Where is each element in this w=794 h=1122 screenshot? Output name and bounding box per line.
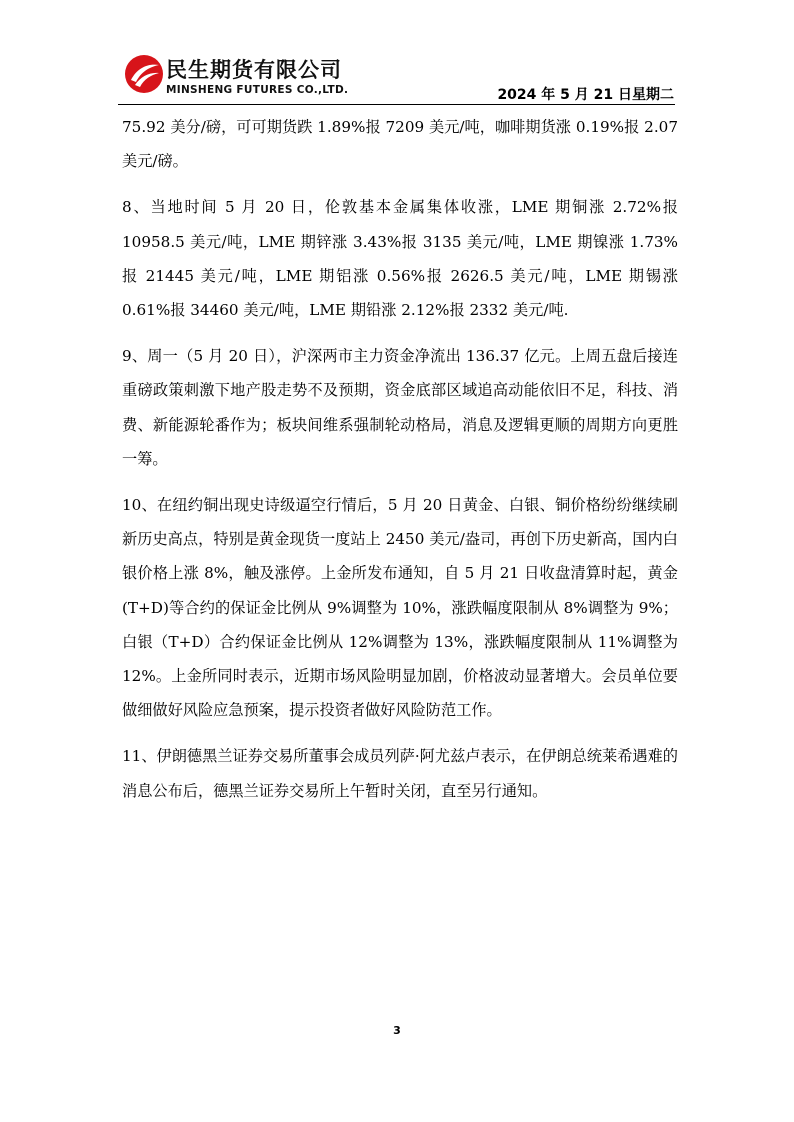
news-item-9: 9、周一（5 月 20 日），沪深两市主力资金净流出 136.37 亿元。上周五盘后接连重磅政策刺激下地产股走势不及预期，资金底部区域追高动能依旧不足，科技、消费、新能源轮番作为；板块间维系强制轮动格局，消息及逻辑更顺的周期方向更胜一筹。 [122,347,678,468]
news-content [122,110,678,820]
news-item-8: 8、当地时间 5 月 20 日，伦敦基本金属集体收涨，LME 期铜涨 2.72%报 10958.5 美元/吨，LME 期锌涨 3.43%报 3135 美元/吨，LME 期镍涨 1.73%报 21445 美元/吨，LME 期铝涨 0.56%报 2626.5 美元/吨，LME 期锡涨 0.61%报 34460 美元/吨，LME 期铅涨 2.12%报 2332 美元/吨. [122,198,678,320]
logo-english-name: MINSHENG FUTURES CO.,LTD. [166,84,349,96]
logo-chinese-name: 民生期货有限公司 [166,58,342,82]
page-header [0,0,794,110]
header-divider [118,104,675,105]
page-number: 3 [393,1024,401,1037]
report-date: 2024 年 5 月 21 日星期二 [497,87,674,103]
news-paragraph-continued: 75.92 美分/磅，可可期货跌 1.89%报 7209 美元/吨，咖啡期货涨 0.19%报 2.07 美元/磅。 [122,118,678,171]
news-item-11: 11、伊朗德黑兰证券交易所董事会成员列萨·阿尤兹卢表示，在伊朗总统莱希遇难的消息公布后，德黑兰证券交易所上午暂时关闭，直至另行通知。 [122,747,678,800]
company-logo [124,54,364,104]
news-item-10: 10、在纽约铜出现史诗级逼空行情后，5 月 20 日黄金、白银、铜价格纷纷继续刷新历史高点，特别是黄金现货一度站上 2450 美元/盎司，再创下历史新高，国内白银价格上涨 8%，触及涨停。上金所发布通知，自 5 月 21 日收盘清算时起，黄金(T+D)等合约的保证金比例从 9%调整为 10%，涨跌幅度限制从 8%调整为 9%；白银（T+D）合约保证金比例从 12%调整为 13%，涨跌幅度限制从 11%调整为 12%。上金所同时表示，近期市场风险明显加剧，价格波动显著增大。会员单位要做细做好风险应急预案，提示投资者做好风险防范工作。 [122,496,678,720]
minsheng-logo-icon [124,54,164,94]
